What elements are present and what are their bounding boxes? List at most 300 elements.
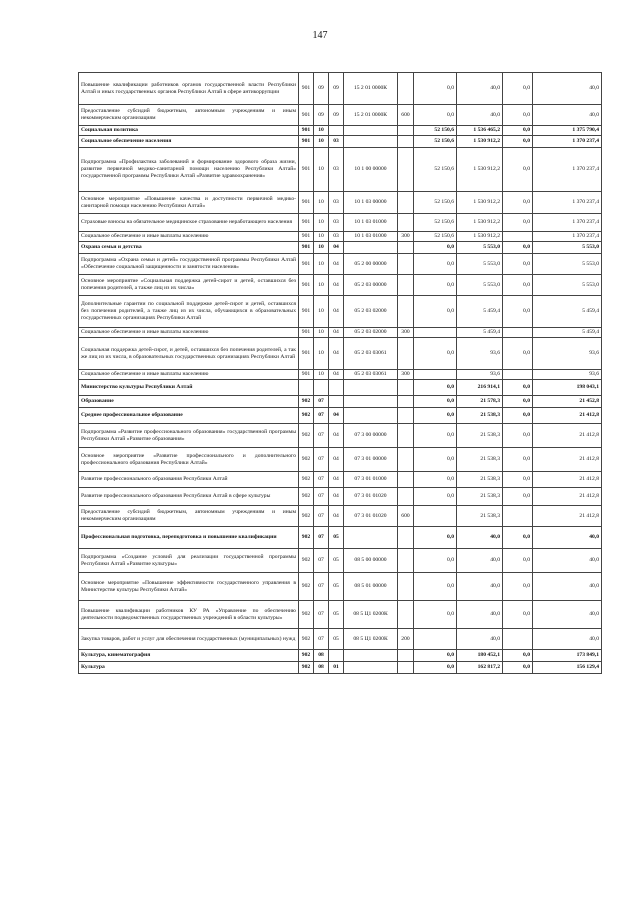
row-value-3: 0,0 xyxy=(503,136,533,148)
row-vr-code xyxy=(398,275,414,296)
row-cs-code: 05 2 00 00000 xyxy=(344,254,398,275)
table-row xyxy=(79,650,602,662)
row-name: Социальное обеспечение населения xyxy=(79,136,299,148)
row-rz-code: 07 xyxy=(314,408,329,424)
table-row xyxy=(79,488,602,506)
row-gr-code: 901 xyxy=(299,275,314,296)
row-rz-code: 10 xyxy=(314,338,329,370)
row-value-3: 0,0 xyxy=(503,396,533,408)
table-row xyxy=(79,601,602,629)
row-vr-code xyxy=(398,448,414,472)
row-vr-code xyxy=(398,73,414,105)
row-value-2: 21 538,3 xyxy=(457,488,503,506)
row-value-1: 52 150,6 xyxy=(414,192,457,214)
row-name: Страховые взносы на обязательное медицинское страхование неработающего населения xyxy=(79,214,299,232)
row-value-4: 21 412,8 xyxy=(533,472,602,488)
row-name: Дополнительные гарантии по социальной поддержке детей-сирот и детей, оставшихся без попечения родителей, а также лиц из их числа, обучающихся в образовательных государственных организациях Республики Алтай xyxy=(79,296,299,328)
row-pr-code: 04 xyxy=(329,296,344,328)
row-value-3: 0,0 xyxy=(503,296,533,328)
row-vr-code xyxy=(398,380,414,396)
row-gr-code: 902 xyxy=(299,601,314,629)
row-name: Социальная политика xyxy=(79,126,299,136)
table-row xyxy=(79,472,602,488)
row-value-4: 5 459,4 xyxy=(533,296,602,328)
row-gr-code: 902 xyxy=(299,396,314,408)
table-row xyxy=(79,424,602,448)
row-pr-code: 03 xyxy=(329,136,344,148)
row-rz-code: 07 xyxy=(314,488,329,506)
row-value-3: 0,0 xyxy=(503,148,533,192)
row-rz-code: 07 xyxy=(314,472,329,488)
row-vr-code xyxy=(398,338,414,370)
row-value-3: 0,0 xyxy=(503,242,533,254)
row-value-1: 0,0 xyxy=(414,380,457,396)
row-pr-code: 03 xyxy=(329,148,344,192)
row-value-4: 5 553,0 xyxy=(533,254,602,275)
row-value-4: 40,0 xyxy=(533,629,602,650)
row-gr-code: 902 xyxy=(299,662,314,674)
row-rz-code: 07 xyxy=(314,396,329,408)
row-vr-code xyxy=(398,573,414,601)
row-vr-code xyxy=(398,148,414,192)
row-value-3 xyxy=(503,506,533,527)
row-value-2: 1 530 912,2 xyxy=(457,192,503,214)
row-name: Подпрограмма «Создание условий для реализации государственной программы Республики Алтай «Развитие культуры» xyxy=(79,549,299,573)
row-pr-code: 04 xyxy=(329,254,344,275)
row-rz-code: 09 xyxy=(314,73,329,105)
table-row xyxy=(79,549,602,573)
row-value-2: 1 530 912,2 xyxy=(457,232,503,242)
row-gr-code: 902 xyxy=(299,448,314,472)
row-value-4: 5 553,0 xyxy=(533,242,602,254)
row-rz-code: 07 xyxy=(314,549,329,573)
row-value-3: 0,0 xyxy=(503,472,533,488)
table-row xyxy=(79,629,602,650)
row-name: Социальное обеспечение и иные выплаты населению xyxy=(79,370,299,380)
row-value-2: 5 553,0 xyxy=(457,275,503,296)
row-value-1: 0,0 xyxy=(414,650,457,662)
row-gr-code: 902 xyxy=(299,527,314,549)
table-row xyxy=(79,527,602,549)
row-value-1: 52 150,6 xyxy=(414,126,457,136)
row-value-1 xyxy=(414,328,457,338)
row-value-2: 5 553,0 xyxy=(457,242,503,254)
row-value-4: 1 370 237,4 xyxy=(533,192,602,214)
row-value-3: 0,0 xyxy=(503,126,533,136)
row-cs-code xyxy=(344,408,398,424)
row-rz-code: 10 xyxy=(314,254,329,275)
row-cs-code: 05 2 03 02000 xyxy=(344,296,398,328)
row-value-2: 40,0 xyxy=(457,573,503,601)
row-value-4: 40,0 xyxy=(533,573,602,601)
row-value-4: 21 412,8 xyxy=(533,448,602,472)
row-vr-code xyxy=(398,488,414,506)
row-cs-code xyxy=(344,527,398,549)
row-value-2: 180 452,1 xyxy=(457,650,503,662)
row-value-3: 0,0 xyxy=(503,408,533,424)
row-gr-code: 901 xyxy=(299,136,314,148)
row-name: Повышение квалификации работников органов государственной власти Республики Алтай и иных государственных органов Республики Алтай в сфере антикоррупции xyxy=(79,73,299,105)
row-gr-code: 901 xyxy=(299,370,314,380)
row-value-2: 21 538,3 xyxy=(457,448,503,472)
row-value-3: 0,0 xyxy=(503,380,533,396)
row-gr-code: 902 xyxy=(299,408,314,424)
row-name: Предоставление субсидий бюджетным, автономным учреждениям и иным некоммерческим организациям xyxy=(79,105,299,126)
row-value-1 xyxy=(414,370,457,380)
table-row xyxy=(79,396,602,408)
row-value-4: 93,6 xyxy=(533,338,602,370)
row-gr-code: 901 xyxy=(299,214,314,232)
row-name: Культура xyxy=(79,662,299,674)
row-name: Подпрограмма «Охрана семьи и детей» государственной программы Республики Алтай «Обеспечение социальной защищенности и занятости населения» xyxy=(79,254,299,275)
row-pr-code: 01 xyxy=(329,662,344,674)
row-value-4: 40,0 xyxy=(533,105,602,126)
row-cs-code: 10 1 03 00000 xyxy=(344,192,398,214)
row-value-1: 0,0 xyxy=(414,408,457,424)
table-row xyxy=(79,448,602,472)
row-value-1: 0,0 xyxy=(414,275,457,296)
row-pr-code: 04 xyxy=(329,448,344,472)
budget-table xyxy=(78,72,602,674)
row-value-4: 21 412,8 xyxy=(533,488,602,506)
row-cs-code: 05 2 03 02000 xyxy=(344,328,398,338)
row-cs-code: 05 2 03 03061 xyxy=(344,370,398,380)
row-value-3: 0,0 xyxy=(503,105,533,126)
row-name: Повышение квалификации работников КУ РА «Управление по обеспечению деятельности подведомственных государственных учреждений в области культуры» xyxy=(79,601,299,629)
row-value-1: 0,0 xyxy=(414,662,457,674)
table-row xyxy=(79,573,602,601)
row-vr-code xyxy=(398,472,414,488)
row-value-2: 162 817,2 xyxy=(457,662,503,674)
row-value-3: 0,0 xyxy=(503,192,533,214)
row-name: Развитие профессионального образования Республики Алтай в сфере культуры xyxy=(79,488,299,506)
row-value-2: 216 914,1 xyxy=(457,380,503,396)
table-row xyxy=(79,105,602,126)
row-cs-code: 08 5 Ц1 0200К xyxy=(344,629,398,650)
table-row xyxy=(79,242,602,254)
row-value-2: 1 530 912,2 xyxy=(457,148,503,192)
row-name: Подпрограмма «Развитие профессионального образования» государственной программы Республики Алтай «Развитие образования» xyxy=(79,424,299,448)
row-gr-code: 902 xyxy=(299,549,314,573)
row-value-1: 52 150,6 xyxy=(414,136,457,148)
row-gr-code: 901 xyxy=(299,242,314,254)
row-name: Подпрограмма «Профилактика заболеваний и формирование здорового образа жизни, развитие первичной медико-санитарной помощи населению Республики Алтай» государственной программы Республики Алтай «Развитие здравоохранения» xyxy=(79,148,299,192)
row-name: Образование xyxy=(79,396,299,408)
row-value-3: 0,0 xyxy=(503,650,533,662)
row-gr-code: 901 xyxy=(299,73,314,105)
row-value-4: 40,0 xyxy=(533,549,602,573)
row-vr-code xyxy=(398,396,414,408)
row-value-2: 40,0 xyxy=(457,549,503,573)
row-value-3: 0,0 xyxy=(503,662,533,674)
row-vr-code xyxy=(398,408,414,424)
table-row xyxy=(79,192,602,214)
row-vr-code: 600 xyxy=(398,506,414,527)
row-value-2: 40,0 xyxy=(457,601,503,629)
row-rz-code: 10 xyxy=(314,148,329,192)
row-gr-code: 902 xyxy=(299,650,314,662)
row-value-4: 1 370 237,4 xyxy=(533,148,602,192)
row-value-2: 93,6 xyxy=(457,338,503,370)
row-value-2: 40,0 xyxy=(457,105,503,126)
row-vr-code: 300 xyxy=(398,232,414,242)
row-gr-code: 902 xyxy=(299,488,314,506)
row-cs-code xyxy=(344,126,398,136)
row-value-2: 21 538,3 xyxy=(457,424,503,448)
row-rz-code: 10 xyxy=(314,328,329,338)
row-value-1: 52 150,6 xyxy=(414,148,457,192)
row-cs-code: 07 3 01 01000 xyxy=(344,472,398,488)
row-gr-code: 902 xyxy=(299,506,314,527)
row-value-2: 21 538,3 xyxy=(457,472,503,488)
row-vr-code xyxy=(398,214,414,232)
row-value-4: 156 129,4 xyxy=(533,662,602,674)
row-value-2: 1 530 912,2 xyxy=(457,214,503,232)
table-row xyxy=(79,662,602,674)
row-value-1: 0,0 xyxy=(414,338,457,370)
row-name: Основное мероприятие «Повышение эффективности государственного управления в Министерстве культуры Республики Алтай» xyxy=(79,573,299,601)
page-number: 147 xyxy=(312,30,328,41)
row-cs-code: 10 1 03 01000 xyxy=(344,232,398,242)
row-value-4: 21 412,8 xyxy=(533,424,602,448)
row-gr-code: 901 xyxy=(299,254,314,275)
row-rz-code: 10 xyxy=(314,136,329,148)
table-row xyxy=(79,136,602,148)
row-pr-code: 04 xyxy=(329,338,344,370)
row-vr-code xyxy=(398,549,414,573)
row-vr-code xyxy=(398,126,414,136)
row-rz-code: 07 xyxy=(314,629,329,650)
row-pr-code: 03 xyxy=(329,232,344,242)
row-gr-code: 902 xyxy=(299,424,314,448)
row-pr-code: 04 xyxy=(329,472,344,488)
row-value-1 xyxy=(414,629,457,650)
table-row xyxy=(79,370,602,380)
row-gr-code: 901 xyxy=(299,232,314,242)
row-value-3: 0,0 xyxy=(503,448,533,472)
row-rz-code: 10 xyxy=(314,296,329,328)
row-rz-code: 07 xyxy=(314,424,329,448)
row-name: Социальное обеспечение и иные выплаты населению xyxy=(79,232,299,242)
row-vr-code xyxy=(398,296,414,328)
row-rz-code: 09 xyxy=(314,105,329,126)
row-value-4: 21 412,8 xyxy=(533,506,602,527)
row-cs-code xyxy=(344,396,398,408)
row-value-1: 0,0 xyxy=(414,296,457,328)
row-value-1: 0,0 xyxy=(414,254,457,275)
row-gr-code: 901 xyxy=(299,105,314,126)
row-rz-code: 07 xyxy=(314,573,329,601)
row-cs-code xyxy=(344,662,398,674)
row-value-2: 5 553,0 xyxy=(457,254,503,275)
row-cs-code: 08 5 01 00000 xyxy=(344,573,398,601)
row-value-1: 0,0 xyxy=(414,448,457,472)
row-rz-code: 10 xyxy=(314,242,329,254)
row-value-1: 0,0 xyxy=(414,242,457,254)
row-value-1: 0,0 xyxy=(414,472,457,488)
row-value-4: 93,6 xyxy=(533,370,602,380)
row-value-3: 0,0 xyxy=(503,601,533,629)
row-pr-code: 03 xyxy=(329,192,344,214)
row-cs-code xyxy=(344,136,398,148)
row-value-4: 5 459,4 xyxy=(533,328,602,338)
table-body xyxy=(79,73,602,674)
row-value-1: 0,0 xyxy=(414,573,457,601)
row-value-3: 0,0 xyxy=(503,254,533,275)
row-vr-code xyxy=(398,424,414,448)
row-value-2: 21 578,3 xyxy=(457,396,503,408)
row-gr-code: 902 xyxy=(299,472,314,488)
row-vr-code: 600 xyxy=(398,105,414,126)
row-value-2: 5 459,4 xyxy=(457,296,503,328)
row-value-1: 0,0 xyxy=(414,396,457,408)
row-pr-code: 09 xyxy=(329,105,344,126)
row-value-1: 0,0 xyxy=(414,424,457,448)
row-vr-code xyxy=(398,242,414,254)
row-rz-code: 10 xyxy=(314,126,329,136)
row-pr-code: 04 xyxy=(329,408,344,424)
row-pr-code: 04 xyxy=(329,242,344,254)
row-gr-code: 901 xyxy=(299,296,314,328)
row-rz-code: 08 xyxy=(314,650,329,662)
row-vr-code xyxy=(398,192,414,214)
row-value-1: 0,0 xyxy=(414,488,457,506)
row-rz-code: 10 xyxy=(314,192,329,214)
row-value-4: 1 370 237,4 xyxy=(533,214,602,232)
row-pr-code: 04 xyxy=(329,506,344,527)
row-pr-code: 04 xyxy=(329,488,344,506)
table-row xyxy=(79,296,602,328)
row-cs-code xyxy=(344,242,398,254)
row-name: Культура, кинематография xyxy=(79,650,299,662)
row-pr-code xyxy=(329,396,344,408)
row-value-3: 0,0 xyxy=(503,549,533,573)
row-pr-code xyxy=(329,126,344,136)
row-pr-code: 05 xyxy=(329,573,344,601)
table-row xyxy=(79,126,602,136)
row-gr-code: 901 xyxy=(299,192,314,214)
row-value-4: 198 043,1 xyxy=(533,380,602,396)
row-pr-code: 05 xyxy=(329,601,344,629)
row-value-3 xyxy=(503,629,533,650)
row-cs-code: 07 3 01 01020 xyxy=(344,488,398,506)
row-pr-code: 04 xyxy=(329,370,344,380)
row-rz-code: 10 xyxy=(314,370,329,380)
row-value-1: 0,0 xyxy=(414,73,457,105)
row-value-4: 21 452,8 xyxy=(533,396,602,408)
table-row xyxy=(79,506,602,527)
row-value-2: 1 536 465,2 xyxy=(457,126,503,136)
row-value-2: 5 459,4 xyxy=(457,328,503,338)
table-row xyxy=(79,232,602,242)
row-value-1: 0,0 xyxy=(414,105,457,126)
row-cs-code xyxy=(344,380,398,396)
row-value-4: 1 375 790,4 xyxy=(533,126,602,136)
row-rz-code: 10 xyxy=(314,214,329,232)
row-value-4: 1 370 237,4 xyxy=(533,136,602,148)
row-vr-code: 300 xyxy=(398,370,414,380)
table-row xyxy=(79,380,602,396)
row-value-3: 0,0 xyxy=(503,488,533,506)
row-value-1: 0,0 xyxy=(414,601,457,629)
row-name: Основное мероприятие «Социальная поддержка детей-сирот и детей, оставшихся без попечения родителей, а также лиц из их числа» xyxy=(79,275,299,296)
row-value-1 xyxy=(414,506,457,527)
row-rz-code: 08 xyxy=(314,662,329,674)
row-rz-code: 07 xyxy=(314,448,329,472)
row-vr-code xyxy=(398,662,414,674)
row-rz-code: 10 xyxy=(314,232,329,242)
row-value-1: 0,0 xyxy=(414,549,457,573)
row-pr-code: 05 xyxy=(329,629,344,650)
row-value-4: 1 370 237,4 xyxy=(533,232,602,242)
row-vr-code xyxy=(398,601,414,629)
row-value-2: 1 530 912,2 xyxy=(457,136,503,148)
row-name: Закупка товаров, работ и услуг для обеспечения государственных (муниципальных) нужд xyxy=(79,629,299,650)
row-pr-code: 05 xyxy=(329,527,344,549)
row-rz-code: 10 xyxy=(314,275,329,296)
row-name: Основное мероприятие «Развитие профессионального и дополнительного профессионального образования Республики Алтай» xyxy=(79,448,299,472)
row-cs-code: 07 3 01 00000 xyxy=(344,448,398,472)
row-cs-code: 07 3 00 00000 xyxy=(344,424,398,448)
row-value-3: 0,0 xyxy=(503,214,533,232)
row-name: Развитие профессионального образования Республики Алтай xyxy=(79,472,299,488)
row-vr-code xyxy=(398,650,414,662)
row-cs-code: 05 2 03 03061 xyxy=(344,338,398,370)
row-value-3: 0,0 xyxy=(503,338,533,370)
row-vr-code xyxy=(398,527,414,549)
row-value-3: 0,0 xyxy=(503,527,533,549)
row-name: Предоставление субсидий бюджетным, автономным учреждениям и иным некоммерческим организациям xyxy=(79,506,299,527)
row-cs-code: 07 3 01 01020 xyxy=(344,506,398,527)
row-pr-code: 09 xyxy=(329,73,344,105)
row-value-3 xyxy=(503,328,533,338)
row-value-3: 0,0 xyxy=(503,275,533,296)
row-value-3: 0,0 xyxy=(503,424,533,448)
row-cs-code: 05 2 03 00000 xyxy=(344,275,398,296)
row-value-2: 21 538,3 xyxy=(457,506,503,527)
row-value-3: 0,0 xyxy=(503,573,533,601)
row-gr-code: 901 xyxy=(299,148,314,192)
row-name: Среднее профессиональное образование xyxy=(79,408,299,424)
row-value-1: 52 150,6 xyxy=(414,232,457,242)
row-cs-code: 10 1 00 00000 xyxy=(344,148,398,192)
table-row xyxy=(79,254,602,275)
row-vr-code xyxy=(398,254,414,275)
row-cs-code: 08 5 00 00000 xyxy=(344,549,398,573)
row-value-2: 21 538,3 xyxy=(457,408,503,424)
row-value-4: 40,0 xyxy=(533,601,602,629)
row-rz-code xyxy=(314,380,329,396)
row-name: Профессиональная подготовка, переподготовка и повышение квалификации xyxy=(79,527,299,549)
row-pr-code: 04 xyxy=(329,275,344,296)
row-cs-code xyxy=(344,650,398,662)
row-rz-code: 07 xyxy=(314,506,329,527)
row-vr-code: 200 xyxy=(398,629,414,650)
row-value-1: 0,0 xyxy=(414,527,457,549)
row-rz-code: 07 xyxy=(314,527,329,549)
row-value-1: 52 150,6 xyxy=(414,214,457,232)
table-row xyxy=(79,275,602,296)
row-pr-code xyxy=(329,650,344,662)
row-value-2: 93,6 xyxy=(457,370,503,380)
row-value-4: 21 412,8 xyxy=(533,408,602,424)
row-pr-code: 04 xyxy=(329,424,344,448)
row-name: Министерство культуры Республики Алтай xyxy=(79,380,299,396)
row-pr-code xyxy=(329,380,344,396)
row-pr-code: 03 xyxy=(329,214,344,232)
table-row xyxy=(79,338,602,370)
row-gr-code: 901 xyxy=(299,126,314,136)
